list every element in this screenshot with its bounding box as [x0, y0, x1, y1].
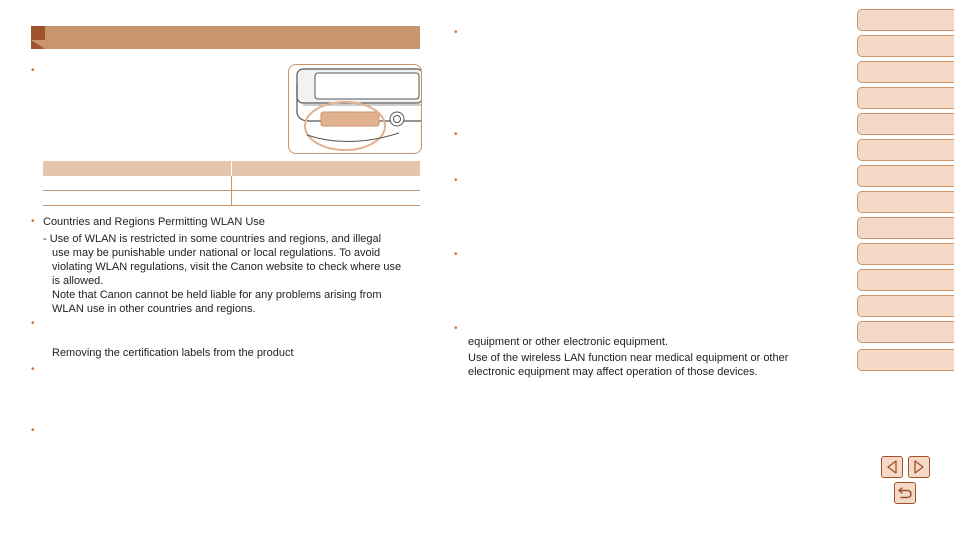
item-text-line: WLAN use in other countries and regions.	[52, 303, 256, 315]
bullet: •	[31, 65, 35, 76]
side-tab-12[interactable]	[857, 295, 954, 317]
bullet: •	[454, 27, 458, 38]
side-tab-11[interactable]	[857, 269, 954, 291]
side-tab-7[interactable]	[857, 165, 954, 187]
triangle-right-icon	[913, 460, 925, 474]
bullet: •	[454, 175, 458, 186]
bullet: •	[454, 323, 458, 334]
table-column-divider	[231, 176, 232, 205]
side-tab-6[interactable]	[857, 139, 954, 161]
table-header-divider	[231, 161, 232, 176]
camera-label-illustration	[288, 64, 422, 154]
item-text-line: is allowed.	[52, 275, 104, 287]
item-text-line: - Use of WLAN is restricted in some countries and regions, and illegal	[43, 233, 382, 245]
next-page-button[interactable]	[908, 456, 930, 478]
prev-page-button[interactable]	[881, 456, 903, 478]
bullet: •	[31, 216, 35, 227]
item-text-line: equipment or other electronic equipment.	[468, 336, 668, 348]
section-marker-fold	[31, 40, 45, 49]
item-text-line: Removing the certification labels from the product	[52, 347, 294, 359]
item-text-line: Note that Canon cannot be held liable for any problems arising from	[52, 289, 382, 301]
bullet: •	[31, 364, 35, 375]
side-tab-3[interactable]	[857, 61, 954, 83]
item-text-line: use may be punishable under national or local regulations. To avoid	[52, 247, 381, 259]
side-tab-2[interactable]	[857, 35, 954, 57]
camera-bottom-icon	[289, 65, 421, 153]
side-tab-14[interactable]	[857, 349, 954, 371]
table-header	[43, 161, 420, 176]
side-tab-4[interactable]	[857, 87, 954, 109]
side-tab-5[interactable]	[857, 113, 954, 135]
return-arrow-icon	[897, 486, 913, 500]
item-text-line: violating WLAN regulations, visit the Canon website to check where use	[52, 261, 402, 273]
side-tab-9[interactable]	[857, 217, 954, 239]
bullet: •	[454, 129, 458, 140]
section-marker	[31, 26, 45, 40]
bullet: •	[31, 425, 35, 436]
section-header-bar	[31, 26, 420, 49]
side-tab-1[interactable]	[857, 9, 954, 31]
triangle-left-icon	[886, 460, 898, 474]
table-bottom-border	[43, 205, 420, 206]
side-tab-8[interactable]	[857, 191, 954, 213]
side-tab-10[interactable]	[857, 243, 954, 265]
item-text-line: electronic equipment may affect operation of those devices.	[468, 366, 758, 378]
bullet: •	[454, 249, 458, 260]
item-text-line: Use of the wireless LAN function near medical equipment or other	[468, 352, 789, 364]
item-title: Countries and Regions Permitting WLAN Use	[43, 216, 265, 228]
return-button[interactable]	[894, 482, 916, 504]
bullet: •	[31, 318, 35, 329]
side-tab-13[interactable]	[857, 321, 954, 343]
